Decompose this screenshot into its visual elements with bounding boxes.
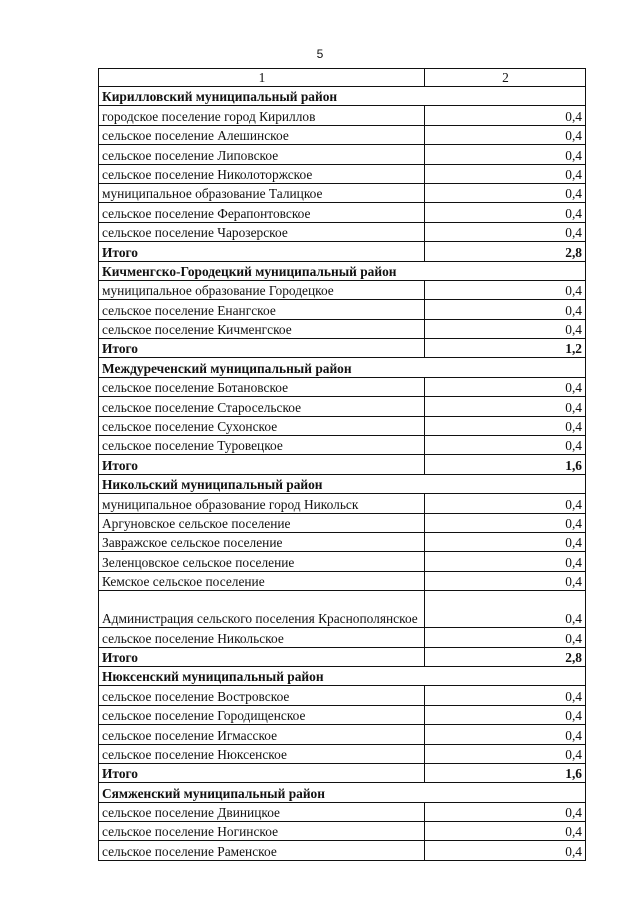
table-body	[99, 69, 586, 861]
settlement-row	[99, 300, 586, 319]
settlement-row	[99, 822, 586, 841]
settlement-name: сельское поселение Алешинское	[99, 125, 425, 144]
settlement-value: 0,4	[425, 552, 586, 571]
settlement-name: сельское поселение Городищенское	[99, 705, 425, 724]
settlement-row	[99, 436, 586, 455]
settlement-name: сельское поселение Игмасское	[99, 725, 425, 744]
settlement-value: 0,4	[425, 571, 586, 590]
settlement-row	[99, 183, 586, 202]
total-row	[99, 242, 586, 261]
settlement-row	[99, 802, 586, 821]
settlement-name: Завражское сельское поселение	[99, 532, 425, 551]
total-label: Итого	[99, 242, 425, 261]
table-header-row	[99, 69, 586, 87]
district-header-row	[99, 474, 586, 493]
settlement-row	[99, 705, 586, 724]
column-header-1: 1	[99, 69, 425, 87]
settlement-name: сельское поселение Нюксенское	[99, 744, 425, 763]
settlement-row	[99, 145, 586, 164]
settlement-value: 0,4	[425, 397, 586, 416]
settlement-name: сельское поселение Двиницкое	[99, 802, 425, 821]
settlement-name: сельское поселение Старосельское	[99, 397, 425, 416]
settlement-row	[99, 106, 586, 125]
settlement-row	[99, 686, 586, 705]
settlement-row	[99, 164, 586, 183]
district-name: Сямженский муниципальный район	[99, 783, 586, 802]
settlement-row	[99, 203, 586, 222]
settlement-value: 0,4	[425, 591, 586, 628]
column-header-2: 2	[425, 69, 586, 87]
settlement-name: городское поселение город Кириллов	[99, 106, 425, 125]
settlement-name: Зеленцовское сельское поселение	[99, 552, 425, 571]
total-label: Итого	[99, 339, 425, 358]
settlement-value: 0,4	[425, 280, 586, 299]
settlement-value: 0,4	[425, 416, 586, 435]
district-header-row	[99, 261, 586, 280]
settlement-row	[99, 571, 586, 590]
settlement-name: сельское поселение Енангское	[99, 300, 425, 319]
settlement-value: 0,4	[425, 841, 586, 860]
settlement-row	[99, 222, 586, 241]
settlement-row	[99, 552, 586, 571]
total-label: Итого	[99, 647, 425, 666]
settlement-name: сельское поселение Липовское	[99, 145, 425, 164]
settlement-row	[99, 628, 586, 647]
settlement-name: Аргуновское сельское поселение	[99, 513, 425, 532]
settlement-value: 0,4	[425, 183, 586, 202]
settlement-row	[99, 377, 586, 396]
settlement-name: сельское поселение Николоторжское	[99, 164, 425, 183]
district-name: Никольский муниципальный район	[99, 474, 586, 493]
settlement-name: сельское поселение Туровецкое	[99, 436, 425, 455]
settlement-value: 0,4	[425, 725, 586, 744]
district-name: Нюксенский муниципальный район	[99, 666, 586, 685]
settlement-row	[99, 725, 586, 744]
settlement-name: муниципальное образование Талицкое	[99, 183, 425, 202]
settlement-value: 0,4	[425, 822, 586, 841]
settlement-value: 0,4	[425, 628, 586, 647]
settlement-name: Кемское сельское поселение	[99, 571, 425, 590]
total-value: 2,8	[425, 647, 586, 666]
settlement-name: сельское поселение Кичменгское	[99, 319, 425, 338]
settlement-value: 0,4	[425, 300, 586, 319]
settlement-name: муниципальное образование город Никольск	[99, 494, 425, 513]
settlement-value: 0,4	[425, 164, 586, 183]
settlement-name: сельское поселение Сухонское	[99, 416, 425, 435]
settlement-value: 0,4	[425, 319, 586, 338]
settlement-value: 0,4	[425, 377, 586, 396]
settlement-row	[99, 494, 586, 513]
district-header-row	[99, 666, 586, 685]
settlement-value: 0,4	[425, 532, 586, 551]
settlement-value: 0,4	[425, 145, 586, 164]
total-value: 1,6	[425, 763, 586, 782]
settlement-row	[99, 532, 586, 551]
settlement-name: сельское поселение Раменское	[99, 841, 425, 860]
settlement-value: 0,4	[425, 802, 586, 821]
total-value: 2,8	[425, 242, 586, 261]
district-header-row	[99, 358, 586, 377]
settlement-row	[99, 744, 586, 763]
settlement-row	[99, 397, 586, 416]
settlement-name: сельское поселение Ферапонтовское	[99, 203, 425, 222]
district-name: Кирилловский муниципальный район	[99, 87, 586, 106]
settlement-name: муниципальное образование Городецкое	[99, 280, 425, 299]
total-row	[99, 339, 586, 358]
total-value: 1,2	[425, 339, 586, 358]
settlement-value: 0,4	[425, 222, 586, 241]
settlement-row	[99, 280, 586, 299]
total-label: Итого	[99, 763, 425, 782]
settlement-row	[99, 125, 586, 144]
total-value: 1,6	[425, 455, 586, 474]
settlement-name: Администрация сельского поселения Краснополянское	[99, 591, 425, 628]
settlement-row	[99, 319, 586, 338]
settlement-name: сельское поселение Востровское	[99, 686, 425, 705]
settlement-value: 0,4	[425, 744, 586, 763]
page-number: 5	[316, 47, 324, 61]
total-row	[99, 763, 586, 782]
total-row	[99, 647, 586, 666]
allocation-table	[98, 68, 586, 861]
settlement-value: 0,4	[425, 203, 586, 222]
settlement-value: 0,4	[425, 106, 586, 125]
district-header-row	[99, 87, 586, 106]
district-header-row	[99, 783, 586, 802]
settlement-row	[99, 416, 586, 435]
total-row	[99, 455, 586, 474]
settlement-name: сельское поселение Чарозерское	[99, 222, 425, 241]
settlement-value: 0,4	[425, 125, 586, 144]
total-label: Итого	[99, 455, 425, 474]
district-name: Кичменгско-Городецкий муниципальный район	[99, 261, 586, 280]
settlement-value: 0,4	[425, 686, 586, 705]
settlement-row	[99, 513, 586, 532]
district-name: Междуреченский муниципальный район	[99, 358, 586, 377]
settlement-value: 0,4	[425, 705, 586, 724]
settlement-name: сельское поселение Ботановское	[99, 377, 425, 396]
settlement-value: 0,4	[425, 494, 586, 513]
settlement-row	[99, 591, 586, 628]
settlement-value: 0,4	[425, 436, 586, 455]
settlement-name: сельское поселение Ногинское	[99, 822, 425, 841]
settlement-row	[99, 841, 586, 860]
settlement-name: сельское поселение Никольское	[99, 628, 425, 647]
settlement-value: 0,4	[425, 513, 586, 532]
